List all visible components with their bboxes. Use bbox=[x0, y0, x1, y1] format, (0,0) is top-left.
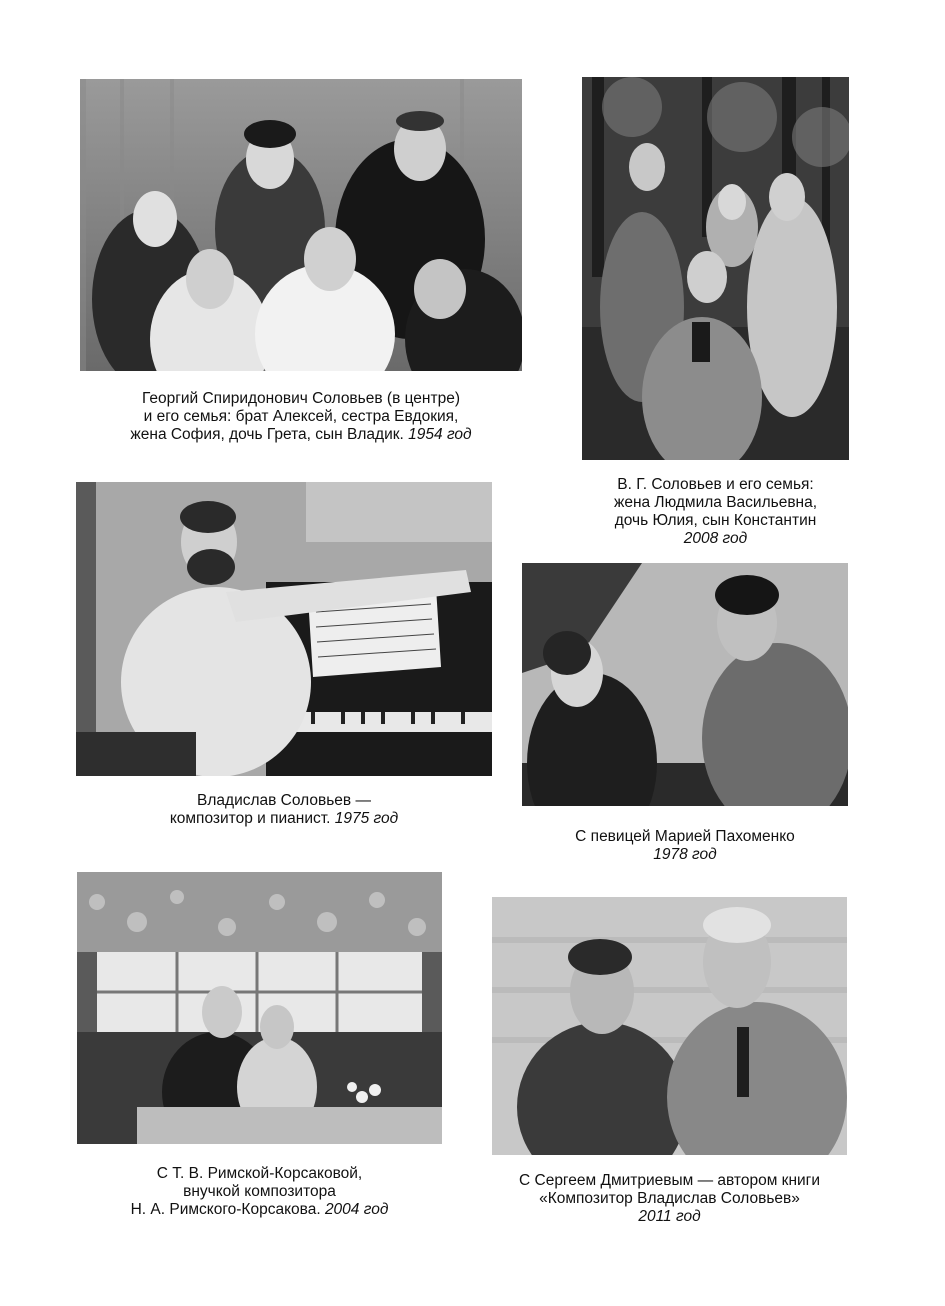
caption-piano-1975 bbox=[76, 792, 492, 828]
caption-line: дочь Юлия, сын Константин bbox=[614, 512, 817, 529]
caption-line: и его семья: брат Алексей, сестра Евдокия, bbox=[143, 408, 459, 425]
caption-year: 2008 год bbox=[683, 530, 748, 547]
caption-family-1954 bbox=[80, 390, 522, 444]
caption-line: С певицей Марией Пахоменко bbox=[575, 828, 795, 845]
photo-family-1954 bbox=[80, 79, 522, 371]
caption-line: жена Людмила Васильевна, bbox=[613, 494, 818, 511]
caption-year: 2004 год bbox=[324, 1201, 389, 1218]
caption-dmitriev-2011 bbox=[492, 1172, 847, 1226]
caption-line: С Сергеем Дмитриевым — автором книги bbox=[519, 1172, 820, 1189]
caption-line: С Т. В. Римской-Корсаковой, bbox=[156, 1165, 363, 1182]
caption-line: Н. А. Римского-Корсакова. bbox=[130, 1201, 325, 1218]
caption-line: Владислав Соловьев — bbox=[197, 792, 371, 809]
caption-family-2008 bbox=[582, 476, 849, 548]
caption-line: Георгий Спиридонович Соловьев (в центре) bbox=[141, 390, 460, 407]
caption-line: композитор и пианист. bbox=[169, 810, 335, 827]
photo-family-2008 bbox=[582, 77, 849, 460]
caption-line: внучкой композитора bbox=[183, 1183, 336, 1200]
caption-rimskaya-korsakova-2004 bbox=[77, 1165, 442, 1219]
caption-line: В. Г. Соловьев и его семья: bbox=[617, 476, 814, 493]
caption-year: 1954 год bbox=[408, 426, 472, 443]
caption-year: 2011 год bbox=[638, 1208, 701, 1225]
photo-dmitriev-2011 bbox=[492, 897, 847, 1155]
caption-pakhomenko-1978 bbox=[522, 828, 848, 864]
caption-year: 1978 год bbox=[653, 846, 717, 863]
photo-rimskaya-korsakova-2004 bbox=[77, 872, 442, 1144]
caption-line: «Композитор Владислав Соловьев» bbox=[539, 1190, 800, 1207]
caption-year: 1975 год bbox=[334, 810, 399, 827]
caption-line: жена София, дочь Грета, сын Владик. bbox=[130, 426, 409, 443]
photo-piano-1975 bbox=[76, 482, 492, 776]
photo-pakhomenko-1978 bbox=[522, 563, 848, 806]
